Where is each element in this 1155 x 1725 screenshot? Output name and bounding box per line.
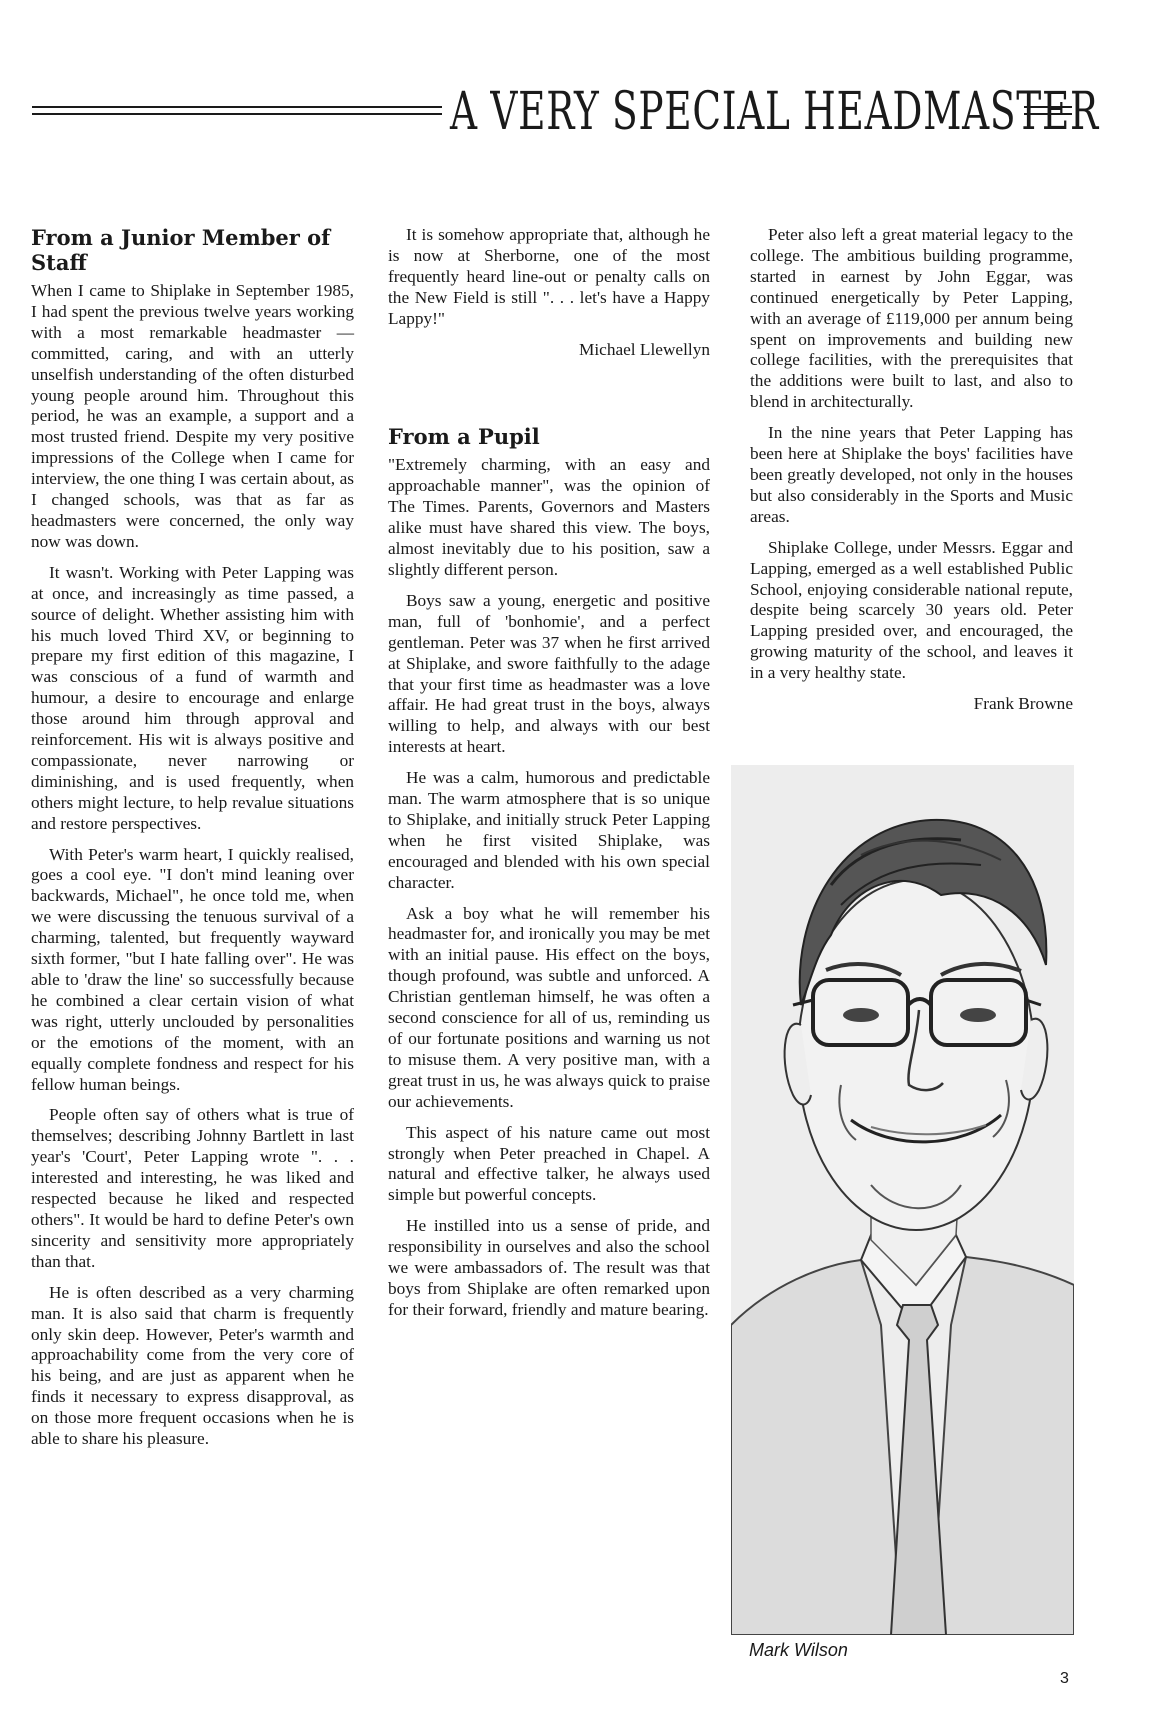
pupil-paragraph-5: This aspect of his nature came out most strongly when Peter preached in Chapel. A natural and effective talker, he always used simple but powerful concepts. xyxy=(388,1122,710,1205)
portrait-caption: Mark Wilson xyxy=(749,1640,848,1660)
staff-paragraph-4: People often say of others what is true of themselves; describing Johnny Bartlett in last year's 'Court', Peter Lapping wrote ". . . interested and interesting, he was liked and respected because he liked and respected others". It would be hard to define Peter's own sincerity and sensitivity more appropriately than that. xyxy=(31,1105,354,1271)
staff-paragraph-2: It wasn't. Working with Peter Lapping was at once, and increasingly as time passed, a source of delight. Whether assisting him with his much loved Third XV, or beginning to prepare my first edition of this magazine, I was conscious of a fund of warmth and humour, a desire to encourage and enlarge those around him through approval and reinforcement. His wit is always positive and compassionate, never narrowing or diminishing, and is used frequently, when others might lecture, to help revalue situations and restore perspectives. xyxy=(31,562,354,833)
pupil-paragraph-2: Boys saw a young, energetic and positive man, full of 'bonhomie', and a perfect gentleman. Peter was 37 when he first arrived at Shiplake, and swore faithfully to the adage that your first time as headmaster was a love affair. He had great trust in the boys, always willing to help, and always with our best interests at heart. xyxy=(388,590,710,757)
pupil-paragraph-6: He instilled into us a sense of pride, and responsibility in ourselves and also the school we were ambassadors of. The result was that boys from Shiplake are often remarked upon for their forward, friendly and mature bearing. xyxy=(388,1216,710,1319)
masthead-rule-left xyxy=(32,106,442,108)
column-1 xyxy=(31,225,354,1460)
column-2 xyxy=(388,225,710,1331)
portrait-drawing xyxy=(731,765,1074,1635)
masthead-rule-right xyxy=(1024,106,1072,108)
staff-signature: Michael Llewellyn xyxy=(578,339,710,359)
portrait-sketch xyxy=(731,765,1074,1635)
pupil-signature: Frank Browne xyxy=(973,694,1073,714)
section-spacer xyxy=(388,360,710,424)
pupil-paragraph-9: Shiplake College, under Messrs. Eggar and Lapping, emerged as a well established Public School, enjoying considerable national repute, despite being scarcely 30 years old. Peter Lapping presided over, and encouraged, the growing maturity of the school, and leaves it in a very healthy state. xyxy=(750,537,1073,683)
pupil-paragraph-7: Peter also left a great material legacy to the college. The ambitious building programme, started in earnest by John Eggar, was continued energetically by Peter Lapping, with an average of £119,000 per annum being spent on improvements and building new college facilities, with the prerequisites that the additions were built to last, and also to blend in architecturally. xyxy=(750,225,1073,412)
masthead xyxy=(32,78,1099,148)
pupil-paragraph-3: He was a calm, humorous and predictable man. The warm atmosphere that is so unique to Shiplake, and initially struck Peter Lapping when he first visited Shiplake, was encouraged and blended with his own special character. xyxy=(388,768,710,892)
pupil-section-heading: From a Pupil xyxy=(388,424,540,450)
staff-paragraph-5: He is often described as a very charming man. It is also said that charm is frequently only skin deep. However, Peter's warmth and approachability come from the very core of his being, and are just as apparent when he finds it necessary to express disapproval, as on those more frequent occasions when he is able to share his pleasure. xyxy=(31,1282,354,1449)
column-3 xyxy=(750,225,1073,715)
pupil-paragraph-8: In the nine years that Peter Lapping has been here at Shiplake the boys' facilities have been greatly developed, not only in the houses but also considerably in the Sports and Music areas. xyxy=(750,423,1073,526)
page-number: 3 xyxy=(1060,1670,1069,1687)
staff-paragraph-1: When I came to Shiplake in September 1985, I had spent the previous twelve years working with a most remarkable headmaster — committed, caring, and with an utterly unselfish understanding of the often disturbed young people around him. Throughout this period, he was an example, a support and a most trusted friend. Despite my very positive impressions of the College when I came for interview, the one thing I was certain about, as I changed schools, was that as far as headmasters were concerned, the only way now was down. xyxy=(31,281,354,551)
pupil-paragraph-4: Ask a boy what he will remember his headmaster for, and ironically you may be met with an initial pause. His effect on the boys, though profound, was subtle and unforced. A Christian gentleman himself, he was often a second conscience for all of us, reminding us of our fortunate positions and warning us not to misuse them. A very positive man, with a great trust in us, he was always quick to praise our achievements. xyxy=(388,903,710,1111)
staff-section-heading: From a Junior Member of Staff xyxy=(31,225,331,275)
staff-paragraph-6: It is somehow appropriate that, although he is now at Sherborne, one of the most frequently heard line-out or penalty calls on the New Field is still ". . . let's have a Happy Lappy!" xyxy=(388,225,710,328)
pupil-paragraph-1: "Extremely charming, with an easy and approachable manner", was the opinion of The Times. Parents, Governors and Masters alike must have shared this view. The boys, almost inevitably due to his position, saw a slightly different person. xyxy=(388,455,710,579)
page-title: A VERY SPECIAL HEADMASTER xyxy=(450,82,1099,142)
staff-paragraph-3: With Peter's warm heart, I quickly realised, goes a cool eye. "I don't mind leaning over backwards, Michael", he once told me, when we were discussing the tenuous survival of a charming, talented, but frequently wayward sixth former, "but I hate falling over". He was able to 'draw the line' so successfully because he combined a clear certain vision of what was right, utterly unclouded by personalities or the emotions of the moment, with an equally complete fondness and respect for his fellow human beings. xyxy=(31,844,354,1094)
